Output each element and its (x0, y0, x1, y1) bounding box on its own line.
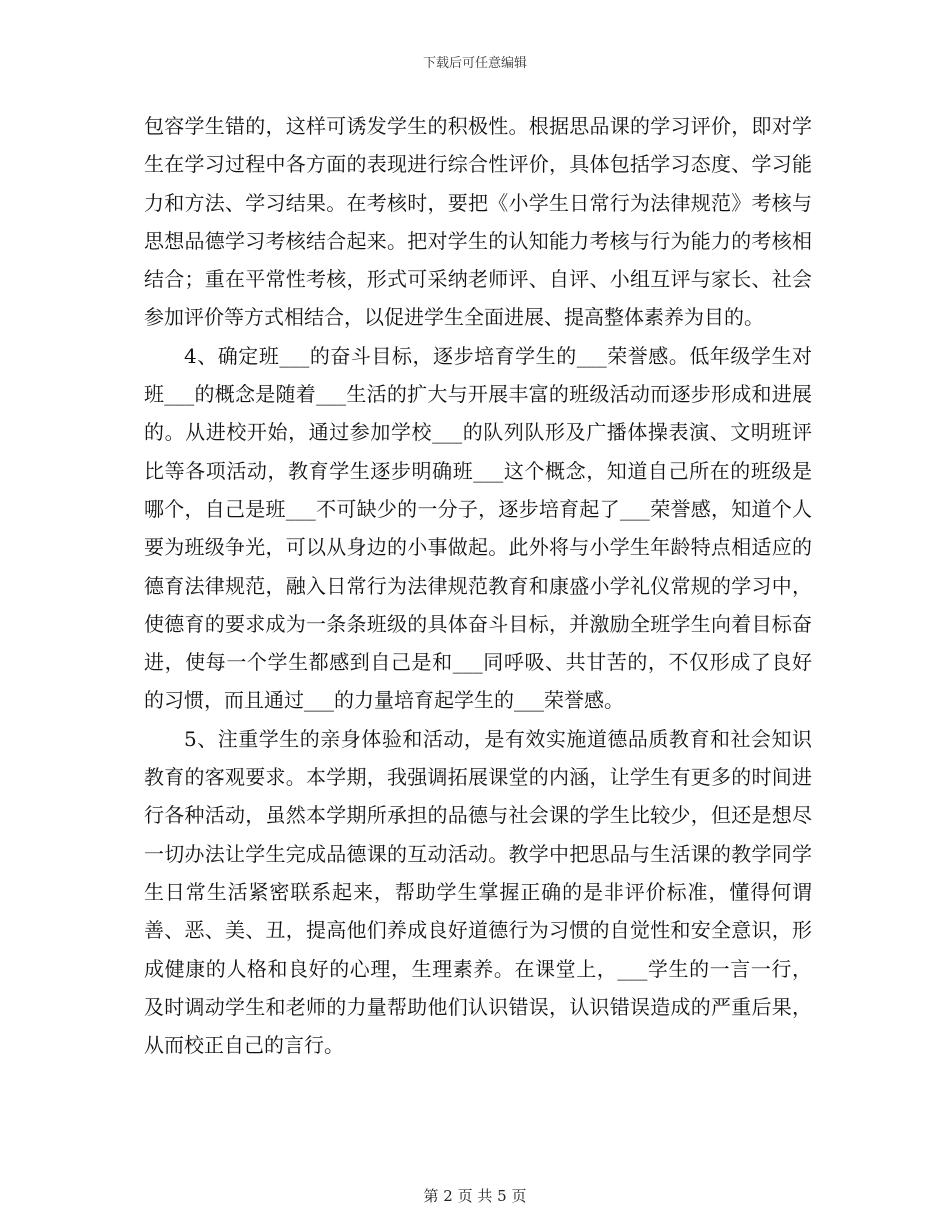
paragraph-2: 4、确定班___的奋斗目标，逐步培育学生的___荣誉感。低年级学生对班___的概念是随着___生活的扩大与开展丰富的班级活动而逐步形成和进展的。从进校开始，通过参加学校___的队列队形及广播体操表演、文明班评比等各项活动，教育学生逐步明确班___这个概念，知道自己所在的班级是哪个，自己是班___不可缺少的一分子，逐步培育起了___荣誉感，知道个人要为班级争光，可以从身边的小事做起。此外将与小学生年龄特点相适应的德育法律规范，融入日常行为法律规范教育和康盛小学礼仪常规的学习中，使德育的要求成为一条条班级的具体奋斗目标，并激励全班学生向着目标奋进，使每一个学生都感到自己是和___同呼吸、共甘苦的，不仅形成了良好的习惯，而且通过___的力量培育起学生的___荣誉感。 (144, 343, 812, 713)
document-body (144, 107, 812, 1064)
paragraph-3: 5、注重学生的亲身体验和活动，是有效实施道德品质教育和社会知识教育的客观要求。本学期，我强调拓展课堂的内涵，让学生有更多的时间进行各种活动，虽然本学期所承担的品德与社会课的学生比较少，但还是想尽一切办法让学生完成品德课的互动活动。教学中把思品与生活课的教学同学生日常生活紧密联系起来，帮助学生掌握正确的是非评价标准，懂得何谓善、恶、美、丑，提高他们养成良好道德行为习惯的自觉性和安全意识，形成健康的人格和良好的心理，生理素养。在课堂上，___学生的一言一行，及时调动学生和老师的力量帮助他们认识错误，认识错误造成的严重后果，从而校正自己的言行。 (144, 726, 812, 1058)
page-header: 下载后可任意编辑 (422, 56, 527, 71)
paragraph-1: 包容学生错的，这样可诱发学生的积极性。根据思品课的学习评价，即对学生在学习过程中各方面的表现进行综合性评价，具体包括学习态度、学习能力和方法、学习结果。在考核时，要把《小学生日常行为法律规范》考核与思想品德学习考核结合起来。把对学生的认知能力考核与行为能力的考核相结合；重在平常性考核，形式可采纳老师评、自评、小组互评与家长、社会参加评价等方式相结合，以促进学生全面进展、提高整体素养为目的。 (144, 114, 812, 330)
page-number: 第 2 页 共 5 页 (423, 1187, 527, 1205)
